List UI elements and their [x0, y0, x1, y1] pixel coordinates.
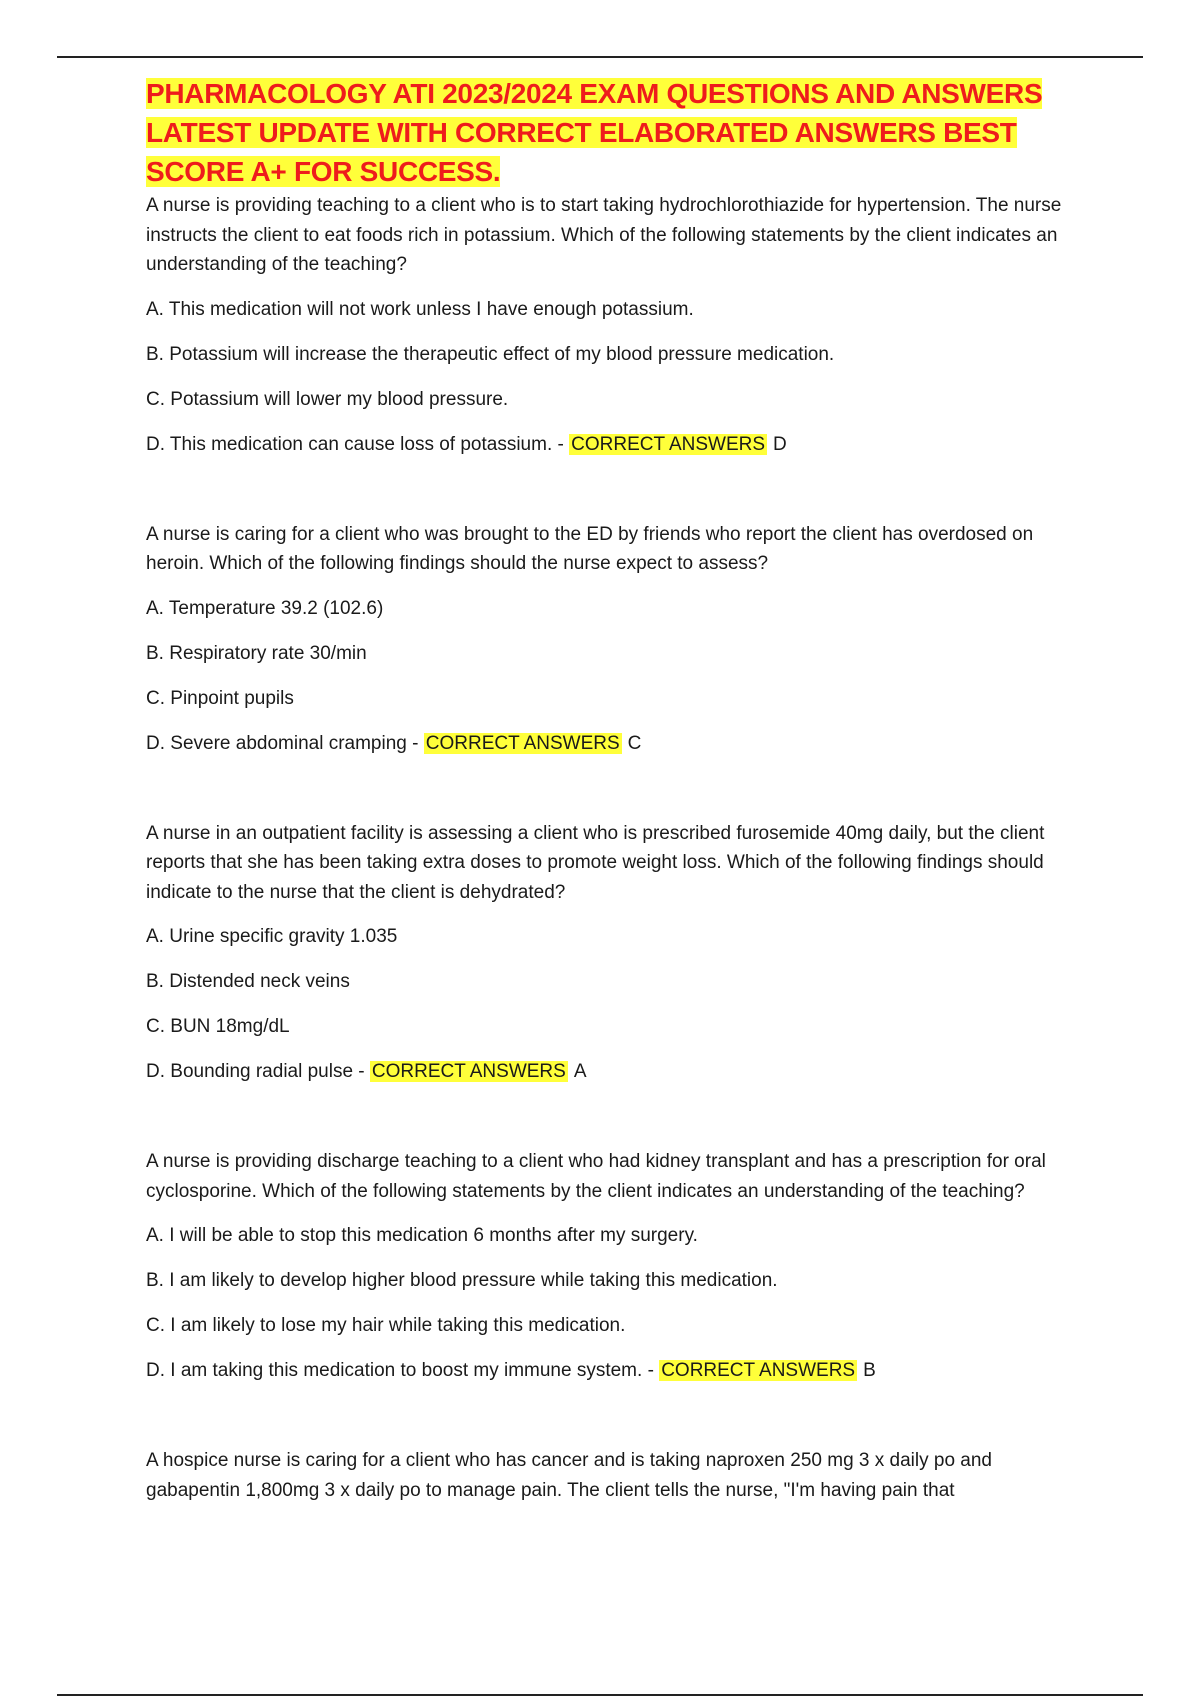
- answer-letter: C: [627, 732, 642, 754]
- option-d: [146, 1356, 1066, 1385]
- spacer: [146, 1385, 1066, 1446]
- correct-answers-label: CORRECT ANSWERS: [425, 732, 620, 754]
- options-list: [146, 594, 1066, 758]
- option-a: A. This medication will not work unless I have enough potassium.: [146, 298, 694, 320]
- option-d: [146, 1057, 1066, 1086]
- option-c: C. I am likely to lose my hair while taking this medication.: [146, 1315, 626, 1336]
- spacer: [146, 758, 1066, 819]
- option-d-text: D. I am taking this medication to boost my immune system.: [146, 1360, 643, 1381]
- correct-answers-label: CORRECT ANSWERS: [571, 433, 766, 455]
- option-d: [146, 430, 1066, 459]
- question-3: [146, 819, 1066, 1087]
- bottom-rule: [57, 1694, 1143, 1696]
- option-d-text: D. This medication can cause loss of potassium.: [146, 433, 553, 455]
- document-title: [146, 74, 1066, 191]
- option-a: A. Temperature 39.2 (102.6): [146, 597, 384, 619]
- question-stem: A nurse is caring for a client who was brought to the ED by friends who report the client has overdosed on heroin. Which of the following findings should the nurse expect to assess?: [146, 523, 1034, 574]
- option-c: C. Potassium will lower my blood pressure.: [146, 388, 509, 410]
- answer-separator: -: [642, 1360, 660, 1381]
- option-a: A. I will be able to stop this medication 6 months after my surgery.: [146, 1225, 698, 1246]
- question-stem: A nurse is providing teaching to a client who is to start taking hydrochlorothiazide for hypertension. The nurse instructs the client to eat foods rich in potassium. Which of the following statements by the client indicates an understanding of the teaching?: [146, 195, 1062, 275]
- options-list: [146, 295, 1066, 459]
- option-b: B. Distended neck veins: [146, 971, 350, 992]
- question-stem: A hospice nurse is caring for a client who has cancer and is taking naproxen 250 mg 3 x daily po and gabapentin 1,800mg 3 x daily po to manage pain. The client tells the nurse, "I'm having pain that: [146, 1450, 993, 1501]
- answer-separator: -: [552, 433, 570, 455]
- option-b: B. I am likely to develop higher blood pressure while taking this medication.: [146, 1270, 778, 1291]
- answer-letter: B: [863, 1360, 876, 1381]
- options-list: [146, 1221, 1066, 1385]
- spacer: [146, 459, 1066, 520]
- option-d-text: D. Bounding radial pulse: [146, 1061, 354, 1082]
- spacer: [146, 1086, 1066, 1147]
- answer-letter: A: [573, 1061, 587, 1082]
- answer-separator: -: [353, 1061, 370, 1082]
- option-b: B. Potassium will increase the therapeutic effect of my blood pressure medication.: [146, 343, 835, 365]
- question-stem: A nurse is providing discharge teaching to a client who had kidney transplant and has a prescription for oral cyclosporine. Which of the following statements by the client indicates an understanding of the teaching?: [146, 1151, 1046, 1202]
- question-1: [146, 191, 1066, 459]
- option-a: A. Urine specific gravity 1.035: [146, 926, 398, 947]
- title-highlight: PHARMACOLOGY ATI 2023/2024 EXAM QUESTIONS AND ANSWERS LATEST UPDATE WITH CORRECT ELABORATED ANSWERS BEST SCORE A+ FOR SUCCESS.: [146, 78, 1043, 187]
- option-d: [146, 729, 1066, 758]
- option-d-text: D. Severe abdominal cramping: [146, 732, 407, 754]
- option-c: C. BUN 18mg/dL: [146, 1016, 290, 1037]
- question-stem: A nurse in an outpatient facility is assessing a client who is prescribed furosemide 40mg daily, but the client reports that she has been taking extra doses to promote weight loss. Which of the following findings should indicate to the nurse that the client is dehydrated?: [146, 822, 1045, 903]
- document-page: [146, 74, 1066, 1505]
- answer-separator: -: [406, 732, 424, 754]
- option-c: C. Pinpoint pupils: [146, 687, 294, 709]
- answer-letter: D: [773, 433, 787, 455]
- options-list: [146, 922, 1066, 1086]
- correct-answers-label: CORRECT ANSWERS: [371, 1061, 566, 1082]
- question-5: [146, 1446, 1066, 1505]
- question-2: [146, 520, 1066, 758]
- correct-answers-label: CORRECT ANSWERS: [661, 1360, 856, 1381]
- option-b: B. Respiratory rate 30/min: [146, 642, 367, 664]
- top-rule: [57, 56, 1143, 58]
- question-4: [146, 1147, 1066, 1385]
